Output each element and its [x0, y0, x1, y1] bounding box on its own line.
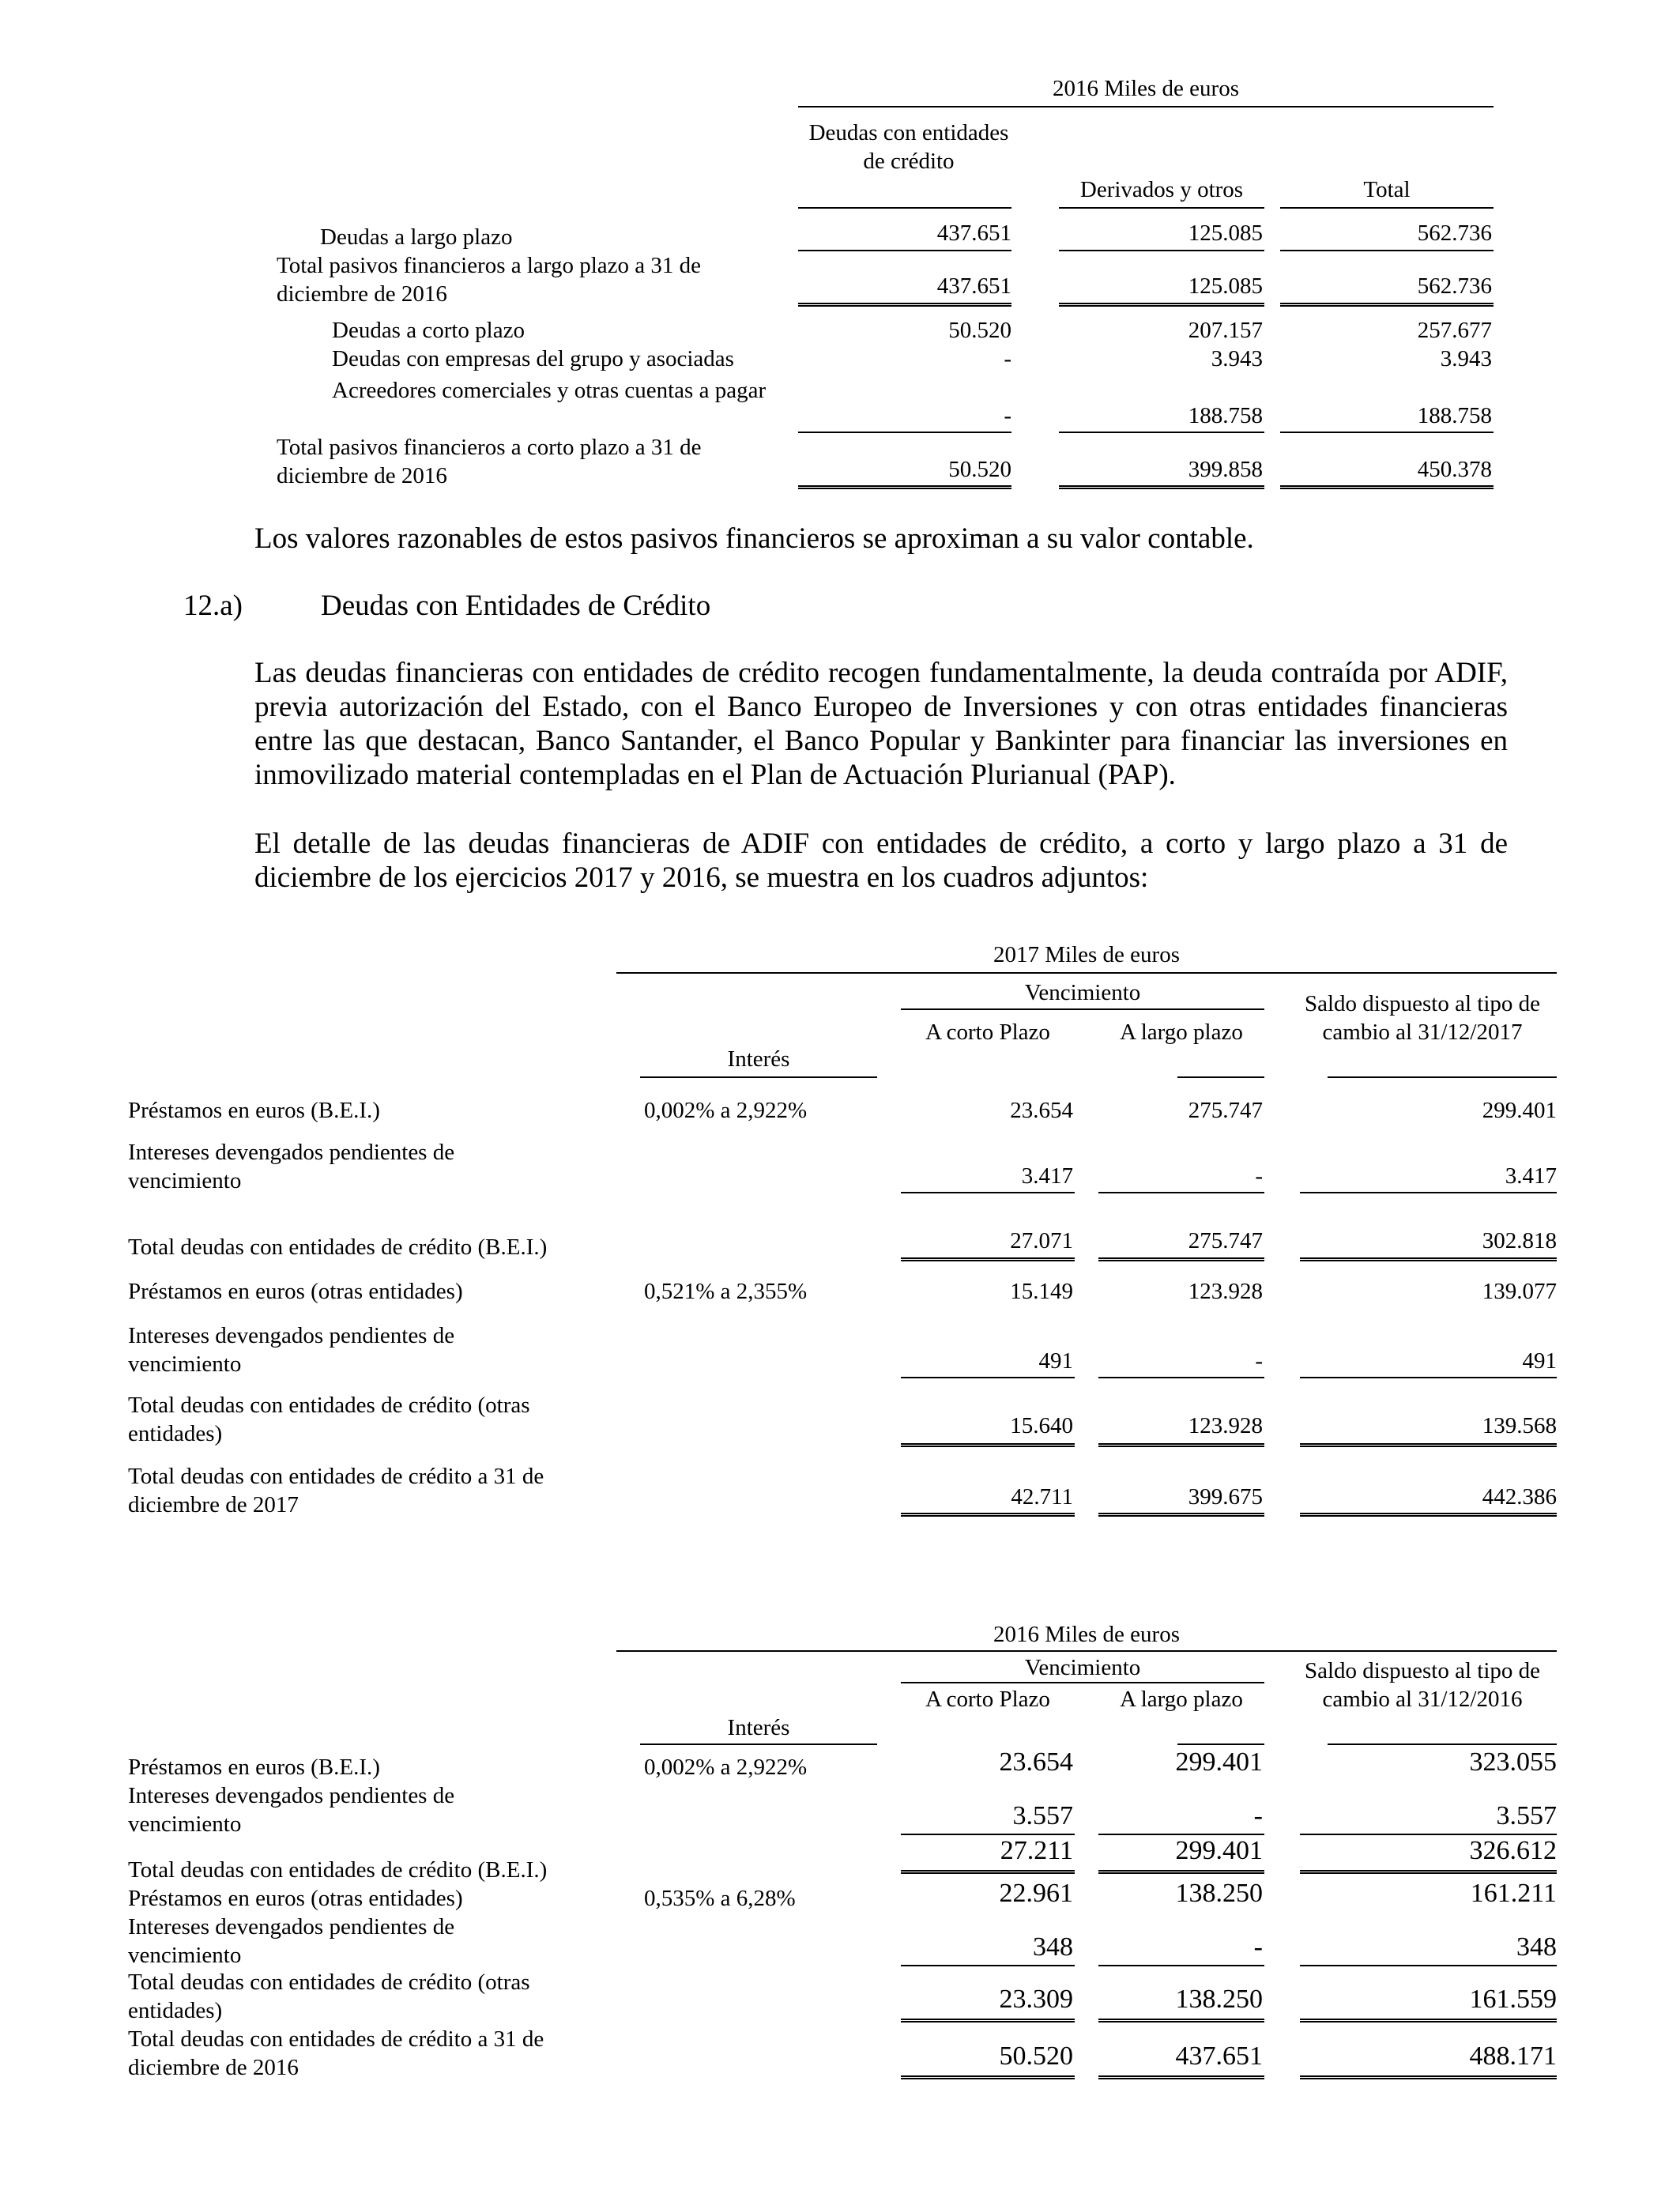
- table-row-label: Total deudas con entidades de crédito a 31 de diciembre de 2016: [128, 2026, 544, 2080]
- table-cell: 3.557: [1012, 1801, 1073, 1830]
- table-cell: 42.711: [1011, 1484, 1073, 1510]
- table-row-label: Acreedores comerciales y otras cuentas a pagar: [332, 378, 767, 403]
- table-row-label: Intereses devengados pendientes de vencimiento: [128, 1323, 455, 1377]
- table-cell: 323.055: [1469, 1747, 1557, 1777]
- table-row-label: Préstamos en euros (otras entidades): [128, 1279, 463, 1304]
- col-header-total: Total: [1363, 177, 1411, 202]
- interest-rate: 0,002% a 2,922%: [644, 1098, 808, 1123]
- vencimiento-header: Vencimiento: [1024, 1655, 1141, 1680]
- col-header-saldo: Saldo dispuesto al tipo de cambio al 31/12/2016: [1304, 1658, 1541, 1712]
- table-row-label: Total deudas con entidades de crédito a 31 de diciembre de 2017: [128, 1464, 544, 1517]
- table-cell: 257.677: [1417, 318, 1492, 343]
- table-row-label: Total deudas con entidades de crédito (B.E.I.): [128, 1857, 548, 1883]
- table-cell: 275.747: [1188, 1228, 1263, 1253]
- table-row-label: Total deudas con entidades de crédito (otras entidades): [128, 1393, 530, 1446]
- table-cell: 27.211: [1000, 1836, 1073, 1865]
- table-cell: 3.943: [1440, 346, 1492, 371]
- table-cell: 188.758: [1417, 403, 1492, 428]
- table-cell: 348: [1033, 1932, 1073, 1962]
- table-cell: 27.071: [1010, 1228, 1073, 1253]
- interest-rate: 0,535% a 6,28%: [644, 1886, 796, 1911]
- table-row-label: Total pasivos financieros a largo plazo a 31 de diciembre de 2016: [277, 253, 701, 307]
- table-cell: 437.651: [936, 221, 1011, 246]
- section-title: Deudas con Entidades de Crédito: [321, 590, 711, 622]
- col-header-deudas: Deudas con entidades de crédito: [808, 120, 1009, 174]
- table-cell: 299.401: [1175, 1836, 1263, 1865]
- table-cell: 302.818: [1482, 1228, 1557, 1253]
- table-cell: 188.758: [1188, 403, 1263, 428]
- table-row-label: Total deudas con entidades de crédito (B.E.I.): [128, 1235, 548, 1260]
- table-cell: 399.858: [1188, 457, 1263, 482]
- table-cell: 23.654: [1010, 1098, 1073, 1123]
- table-cell: 3.557: [1496, 1801, 1557, 1830]
- table-cell: 138.250: [1175, 1985, 1263, 2014]
- section-number: 12.a): [183, 590, 243, 622]
- table-cell: 275.747: [1188, 1098, 1263, 1123]
- table-cell: 562.736: [1417, 221, 1492, 246]
- table-cell: 207.157: [1188, 318, 1263, 343]
- table-cell: 22.961: [999, 1879, 1073, 1908]
- table-cell: -: [1004, 346, 1011, 371]
- table-row-label: Intereses devengados pendientes de vencimiento: [128, 1914, 455, 1968]
- table-cell: 50.520: [999, 2041, 1073, 2071]
- table-row-label: Intereses devengados pendientes de vencimiento: [128, 1783, 455, 1837]
- table-title: 2017 Miles de euros: [993, 942, 1180, 967]
- table-cell: 3.417: [1505, 1163, 1557, 1189]
- table-row-label: Total pasivos financieros a corto plazo a 31 de diciembre de 2016: [277, 435, 702, 488]
- table-cell: 23.654: [999, 1747, 1073, 1777]
- table-cell: 125.085: [1188, 221, 1263, 246]
- table-cell: 491: [1038, 1348, 1073, 1374]
- col-header-interes: Interés: [727, 1715, 790, 1740]
- table-cell: 161.211: [1470, 1879, 1557, 1908]
- table-row-label: Préstamos en euros (B.E.I.): [128, 1098, 380, 1123]
- table-cell: 326.612: [1469, 1836, 1557, 1865]
- table-cell: 138.250: [1175, 1879, 1263, 1908]
- table-cell: 299.401: [1482, 1098, 1557, 1123]
- table-cell: 161.559: [1469, 1985, 1557, 2014]
- table-cell: 488.171: [1469, 2041, 1557, 2071]
- paragraph-valores: Los valores razonables de estos pasivos financieros se aproximan a su valor contable.: [254, 522, 1254, 555]
- table-cell: -: [1255, 1163, 1263, 1189]
- table-cell: 562.736: [1417, 273, 1492, 299]
- paragraph-detalle: El detalle de las deudas financieras de ADIF con entidades de crédito, a corto y largo plazo a 31 de diciembre de los ejercicios 2017 y 2016, se muestra en los cuadros adjuntos:: [254, 827, 1508, 894]
- table-cell: -: [1004, 403, 1011, 428]
- table-cell: 3.417: [1021, 1163, 1073, 1189]
- table-cell: -: [1255, 1348, 1263, 1374]
- col-header-corto: A corto Plazo: [925, 1687, 1050, 1712]
- table-cell: 125.085: [1188, 273, 1263, 299]
- table-row-label: Deudas a largo plazo: [320, 224, 513, 250]
- col-header-corto: A corto Plazo: [925, 1020, 1050, 1045]
- table-title: 2016 Miles de euros: [993, 1622, 1180, 1647]
- col-header-interes: Interés: [727, 1046, 790, 1072]
- table-cell: 50.520: [948, 318, 1011, 343]
- table-cell: 3.943: [1211, 346, 1263, 371]
- col-header-largo: A largo plazo: [1120, 1687, 1243, 1712]
- table-cell: 123.928: [1188, 1413, 1263, 1438]
- table-cell: -: [1253, 1932, 1263, 1962]
- table-row-label: Préstamos en euros (otras entidades): [128, 1886, 463, 1911]
- col-header-saldo: Saldo dispuesto al tipo de cambio al 31/12/2017: [1304, 991, 1541, 1045]
- vencimiento-header: Vencimiento: [1024, 980, 1141, 1005]
- table-cell: 491: [1522, 1348, 1557, 1374]
- paragraph-deudas: Las deudas financieras con entidades de crédito recogen fundamentalmente, la deuda contraída por ADIF, previa autorización del Estado, con el Banco Europeo de Inversiones y con otras entidades financieras entre las que destacan, Banco Santander, el Banco Popular y Bankinter para financiar las inversiones en inmovilizado material contempladas en el Plan de Actuación Plurianual (PAP).: [254, 657, 1508, 791]
- interest-rate: 0,521% a 2,355%: [644, 1279, 808, 1304]
- table-cell: 23.309: [999, 1985, 1073, 2014]
- interest-rate: 0,002% a 2,922%: [644, 1755, 808, 1780]
- table-cell: 15.149: [1010, 1279, 1073, 1304]
- table-cell: 450.378: [1417, 457, 1492, 482]
- table-cell: 399.675: [1188, 1484, 1263, 1510]
- col-header-derivados: Derivados y otros: [1079, 177, 1244, 202]
- table-cell: 437.651: [936, 273, 1011, 299]
- table-cell: 15.640: [1010, 1413, 1073, 1438]
- table-cell: 139.077: [1482, 1279, 1557, 1304]
- table-cell: 50.520: [948, 457, 1011, 482]
- table-row-label: Total deudas con entidades de crédito (otras entidades): [128, 1970, 530, 2023]
- table-cell: 123.928: [1188, 1279, 1263, 1304]
- table-row-label: Deudas con empresas del grupo y asociadas: [332, 346, 734, 371]
- table-title: 2016 Miles de euros: [1053, 76, 1239, 101]
- table-cell: 437.651: [1175, 2041, 1263, 2071]
- table-row-label: Deudas a corto plazo: [332, 318, 525, 343]
- col-header-largo: A largo plazo: [1120, 1020, 1243, 1045]
- table-cell: 299.401: [1175, 1747, 1263, 1777]
- table-cell: 139.568: [1482, 1413, 1557, 1438]
- table-cell: -: [1253, 1801, 1263, 1830]
- table-row-label: Préstamos en euros (B.E.I.): [128, 1755, 380, 1780]
- table-cell: 442.386: [1482, 1484, 1557, 1510]
- table-cell: 348: [1516, 1932, 1557, 1962]
- table-row-label: Intereses devengados pendientes de vencimiento: [128, 1140, 455, 1193]
